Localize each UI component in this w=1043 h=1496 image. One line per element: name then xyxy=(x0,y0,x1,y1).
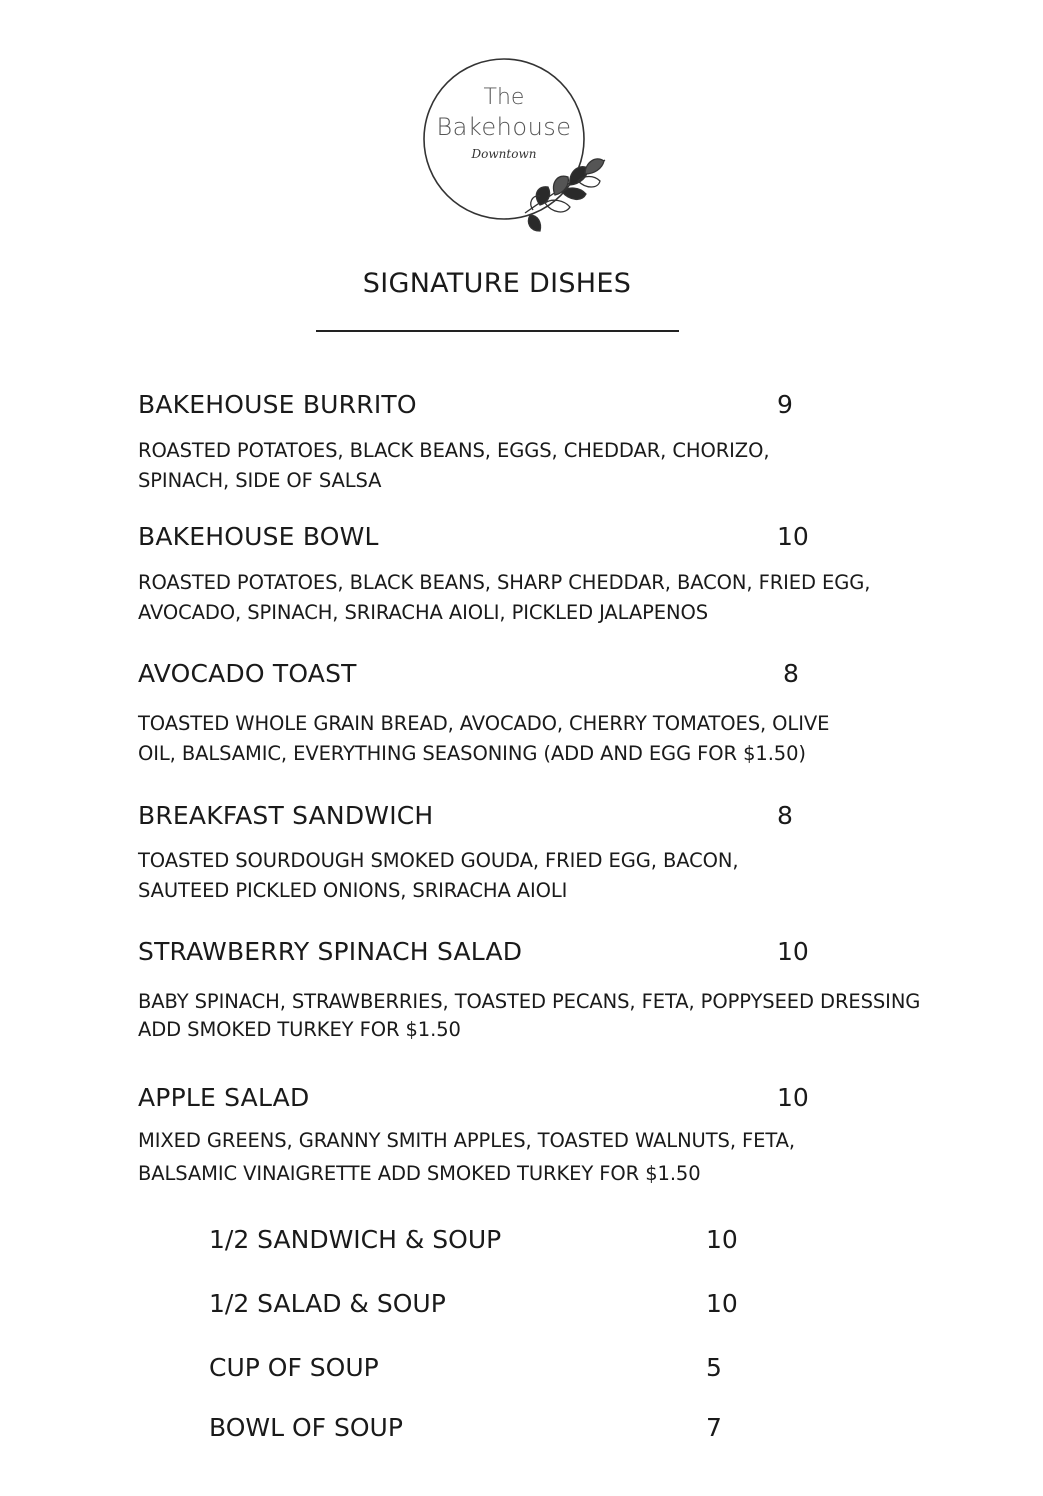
item-description-line: BALSAMIC VINAIGRETTE ADD SMOKED TURKEY FOR $1.50 xyxy=(138,1162,701,1185)
item-name: STRAWBERRY SPINACH SALAD xyxy=(138,937,523,966)
leaf-branch-icon xyxy=(525,159,605,231)
item-price: 10 xyxy=(777,1083,809,1112)
item-name: BAKEHOUSE BURRITO xyxy=(138,390,417,419)
item-description xyxy=(138,709,988,769)
item-name: APPLE SALAD xyxy=(138,1083,310,1112)
logo-text-name: Bakehouse xyxy=(436,113,572,141)
logo xyxy=(420,55,620,240)
item-description xyxy=(138,1124,988,1190)
item-description-line: OIL, BALSAMIC, EVERYTHING SEASONING (ADD AND EGG FOR $1.50) xyxy=(138,742,806,765)
item-description-line: SPINACH, SIDE OF SALSA xyxy=(138,469,382,492)
item-name: BREAKFAST SANDWICH xyxy=(138,801,434,830)
item-name: AVOCADO TOAST xyxy=(138,659,357,688)
item-description-line: TOASTED SOURDOUGH SMOKED GOUDA, FRIED EGG, BACON, xyxy=(138,849,739,872)
item-description-line: AVOCADO, SPINACH, SRIRACHA AIOLI, PICKLED JALAPENOS xyxy=(138,601,709,624)
logo-text-location: Downtown xyxy=(471,147,537,161)
title-divider xyxy=(316,330,679,332)
combo-name: CUP OF SOUP xyxy=(209,1353,379,1382)
combo-price: 10 xyxy=(706,1289,738,1318)
item-price: 8 xyxy=(777,801,793,830)
item-description-line: ROASTED POTATOES, BLACK BEANS, SHARP CHEDDAR, BACON, FRIED EGG, xyxy=(138,571,871,594)
item-description-line: MIXED GREENS, GRANNY SMITH APPLES, TOASTED WALNUTS, FETA, xyxy=(138,1129,795,1152)
item-description xyxy=(138,988,988,1044)
combo-price: 7 xyxy=(706,1413,722,1442)
combo-name: 1/2 SANDWICH & SOUP xyxy=(209,1225,502,1254)
item-description-line: ADD SMOKED TURKEY FOR $1.50 xyxy=(138,1018,461,1041)
item-description xyxy=(138,568,988,628)
combo-name: 1/2 SALAD & SOUP xyxy=(209,1289,446,1318)
item-description-line: SAUTEED PICKLED ONIONS, SRIRACHA AIOLI xyxy=(138,879,568,902)
combo-price: 5 xyxy=(706,1353,722,1382)
item-description-line: BABY SPINACH, STRAWBERRIES, TOASTED PECANS, FETA, POPPYSEED DRESSING xyxy=(138,990,921,1013)
item-price: 8 xyxy=(783,659,799,688)
item-price: 10 xyxy=(777,937,809,966)
combo-price: 10 xyxy=(706,1225,738,1254)
item-description xyxy=(138,846,988,906)
item-price: 10 xyxy=(777,522,809,551)
item-price: 9 xyxy=(777,390,793,419)
item-description-line: ROASTED POTATOES, BLACK BEANS, EGGS, CHEDDAR, CHORIZO, xyxy=(138,439,770,462)
section-title: SIGNATURE DISHES xyxy=(362,268,632,299)
item-name: BAKEHOUSE BOWL xyxy=(138,522,379,551)
combo-name: BOWL OF SOUP xyxy=(209,1413,403,1442)
item-description-line: TOASTED WHOLE GRAIN BREAD, AVOCADO, CHERRY TOMATOES, OLIVE xyxy=(138,712,830,735)
logo-text-the: The xyxy=(483,85,525,110)
item-description xyxy=(138,436,988,496)
